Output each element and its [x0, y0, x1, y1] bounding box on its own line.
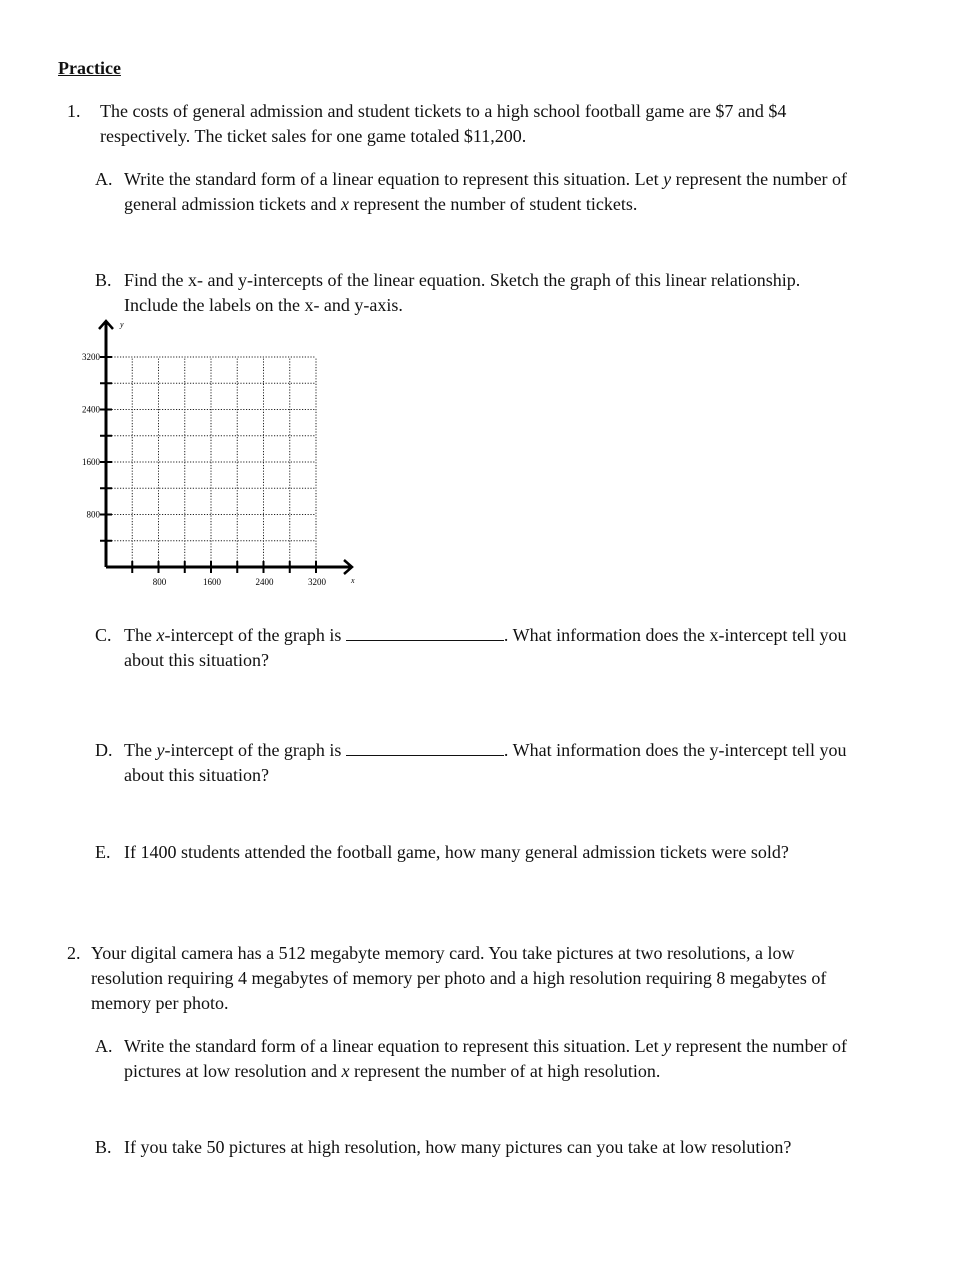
question-1-number: 1.	[67, 101, 81, 121]
q1-part-d-line1: The y-intercept of the graph is . What information does the y-intercept tell you	[124, 740, 847, 760]
question-2-stem-line1: Your digital camera has a 512 megabyte memory card. You take pictures at two resolutions, a low	[91, 943, 795, 963]
question-2-stem-line2: resolution requiring 4 megabytes of memory per photo and a high resolution requiring 8 megabytes of	[91, 968, 827, 988]
q2-part-a-label: A.	[95, 1036, 113, 1056]
y-tick-label: 800	[86, 509, 100, 520]
q1-part-c-line1: The x-intercept of the graph is . What information does the x-intercept tell you	[124, 625, 847, 645]
y-intercept-answer-blank[interactable]	[346, 740, 504, 756]
q1-part-c-line2: about this situation?	[124, 650, 269, 670]
y-axis-arrow	[99, 321, 113, 329]
question-2-number: 2.	[67, 943, 81, 963]
x-tick-label: 3200	[308, 577, 326, 587]
question-1-stem-line1: The costs of general admission and student tickets to a high school football game are $7 and $4	[100, 101, 787, 121]
q2-part-a-line2: pictures at low resolution and x represent the number of at high resolution.	[124, 1061, 661, 1081]
x-axis-label: x	[351, 576, 355, 585]
x-tick-label: 2400	[255, 577, 274, 587]
y-tick-label: 2400	[82, 404, 100, 415]
q1-part-c-label: C.	[95, 625, 112, 645]
q2-part-b-label: B.	[95, 1137, 112, 1157]
q1-part-d-label: D.	[95, 740, 113, 760]
q1-part-b-line1: Find the x- and y-intercepts of the linear equation. Sketch the graph of this linear relationship.	[124, 270, 801, 290]
y-tick-label: 3200	[82, 352, 100, 362]
x-intercept-answer-blank[interactable]	[346, 625, 504, 641]
q2-part-a-line1: Write the standard form of a linear equation to represent this situation. Let y represent the number of	[124, 1036, 848, 1056]
y-tick-label: 1600	[82, 457, 100, 467]
q1-part-e-text: If 1400 students attended the football game, how many general admission tickets were sold?	[124, 842, 789, 862]
q1-part-b-label: B.	[95, 270, 112, 290]
q1-part-a-line2: general admission tickets and x represent the number of student tickets.	[124, 194, 638, 214]
question-2-stem-line3: memory per photo.	[91, 993, 229, 1013]
x-tick-label: 1600	[203, 577, 221, 587]
page-title: Practice	[58, 58, 121, 78]
q2-part-b-text: If you take 50 pictures at high resolution, how many pictures can you take at low resolution?	[124, 1137, 792, 1157]
q1-part-a-line1: Write the standard form of a linear equation to represent this situation. Let y represent the number of	[124, 169, 848, 189]
y-axis-label: y	[120, 320, 124, 329]
question-1-stem-line2: respectively. The ticket sales for one game totaled $11,200.	[100, 126, 527, 146]
q1-part-e-label: E.	[95, 842, 111, 862]
x-axis-arrow	[344, 560, 352, 574]
x-tick-label: 800	[152, 577, 167, 587]
q1-part-a-label: A.	[95, 169, 113, 189]
q1-part-d-line2: about this situation?	[124, 765, 269, 785]
q1-part-b-line2: Include the labels on the x- and y-axis.	[124, 295, 403, 315]
